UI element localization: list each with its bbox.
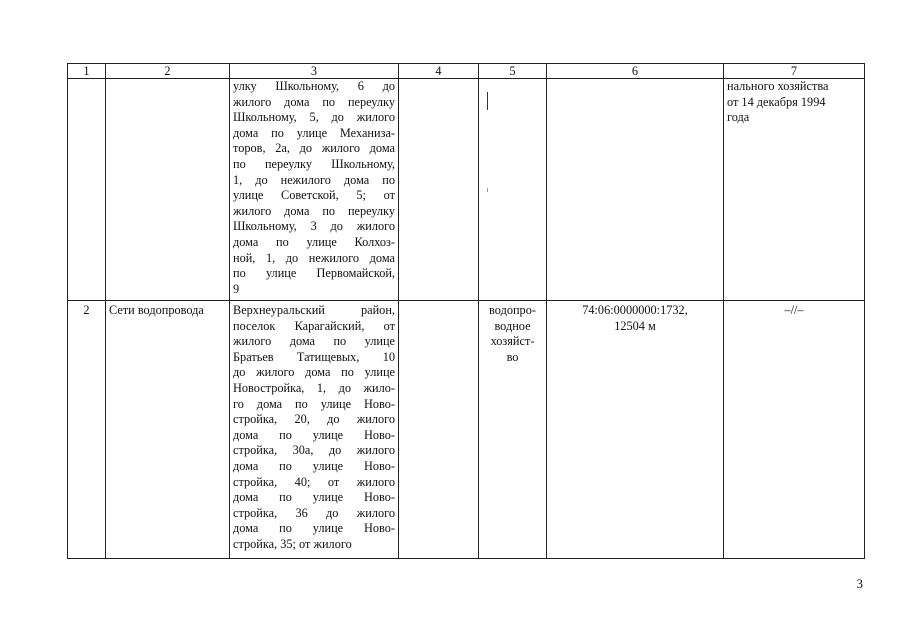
cell-text-line: дома по улице Ново- [233, 490, 395, 505]
column-number: 4 [399, 64, 479, 79]
cell-text-line: дома по улице Механиза- [233, 125, 395, 140]
column-number: 2 [106, 64, 230, 79]
column-number-row [68, 64, 865, 79]
cell-text-line: 1, до нежилого дома по [233, 172, 395, 187]
cell-text-line: водное [494, 318, 531, 333]
cell-text-line: от 14 декабря 1994 [727, 94, 826, 109]
cell-text-line: водопро- [489, 303, 536, 317]
cell-text-line: нального хозяйства [727, 79, 829, 93]
object-name-cell: Сети водопровода [106, 301, 230, 559]
column-number: 6 [547, 64, 724, 79]
column-number: 1 [68, 64, 106, 79]
cell-text-line: Новостройка, 1, до жило- [233, 380, 395, 395]
cell-text-line: жилого дома по улице [233, 334, 395, 349]
cell-text-line: жилого дома по переулку [233, 94, 395, 109]
basis-cell [724, 79, 865, 301]
cell-text-line: по переулку Школьному, [233, 156, 395, 171]
cell-text-line: Школьному, 5, до жилого [233, 110, 395, 125]
cell-text-line: 74:06:0000000:1732, [582, 303, 688, 317]
cell-text-line: –//– [784, 303, 804, 317]
cell-text-line: Братьев Татищевых, 10 [233, 349, 395, 364]
cell-text-line: дома по улице Колхоз- [233, 234, 395, 249]
scan-artifact-mark [487, 92, 488, 110]
cadastral-cell [547, 79, 724, 301]
cell-text-line: 12504 м [614, 318, 656, 333]
cell-text-line: во [506, 349, 519, 364]
cell-text-line: стройка, 30а, до жилого [233, 443, 395, 458]
cell-text-line: го дома по улице Ново- [233, 396, 395, 411]
cell-text-line: стройка, 36 до жилого [233, 505, 395, 520]
row-number-cell [68, 79, 106, 301]
registry-table [67, 63, 865, 559]
cell-text-line: стройка, 20, до жилого [233, 412, 395, 427]
cell-text-line: поселок Карагайский, от [233, 318, 395, 333]
row-number-cell: 2 [68, 301, 106, 559]
cell-text-line: жилого дома по переулку [233, 203, 395, 218]
scan-artifact-mark [487, 188, 488, 192]
cadastral-cell [547, 301, 724, 559]
purpose-cell [479, 79, 547, 301]
cell-text-line: Школьному, 3 до жилого [233, 219, 395, 234]
cell-text-line: до жилого дома по улице [233, 365, 395, 380]
object-name-cell [106, 79, 230, 301]
column-4-cell [399, 79, 479, 301]
purpose-cell [479, 301, 547, 559]
cell-text-line: стройка, 35; от жилого [233, 536, 352, 551]
page-number: 3 [856, 576, 863, 591]
cell-text-line: улице Советской, 5; от [233, 188, 395, 203]
column-number: 5 [479, 64, 547, 79]
cell-text-line: Верхнеуральский район, [233, 303, 395, 317]
cell-text-line: года [727, 110, 750, 125]
column-number: 3 [230, 64, 399, 79]
cell-text-line: дома по улице Ново- [233, 458, 395, 473]
table-row [68, 79, 865, 301]
cell-text-line: улку Школьному, 6 до [233, 79, 395, 93]
column-number: 7 [724, 64, 865, 79]
cell-text-line: хозяйст- [490, 334, 535, 349]
table-row [68, 301, 865, 559]
address-cell [230, 79, 399, 301]
address-cell [230, 301, 399, 559]
cell-text-line: ной, 1, до нежилого дома [233, 250, 395, 265]
cell-text-line: дома по улице Ново- [233, 521, 395, 536]
cell-text-line: по улице Первомайской, [233, 266, 395, 281]
cell-text-line: торов, 2а, до жилого дома [233, 141, 395, 156]
cell-text-line: 9 [233, 281, 240, 296]
basis-cell [724, 301, 865, 559]
cell-text-line: дома по улице Ново- [233, 427, 395, 442]
cell-text-line: стройка, 40; от жилого [233, 474, 395, 489]
column-4-cell [399, 301, 479, 559]
